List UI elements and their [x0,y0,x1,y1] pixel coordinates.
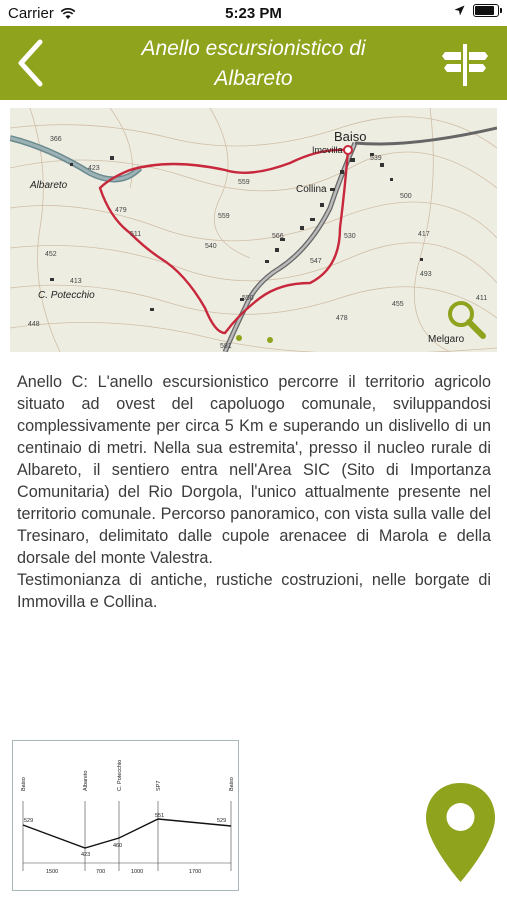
map-label-immovilla: Imovilla [312,145,343,155]
map-elevation: 423 [88,165,100,172]
elevation-profile[interactable] [12,740,239,891]
trail-map[interactable] [10,108,497,352]
map-elevation: 566 [272,233,284,240]
station-label: C. Potecchio [117,759,123,791]
map-elevation: 479 [115,207,127,214]
route-button[interactable] [441,40,489,88]
map-elevation: 448 [28,321,40,328]
map-label-baiso: Baiso [334,129,367,144]
chevron-left-icon [12,38,48,88]
description-paragraph: Anello C: L'anello escursionistico percorre il territorio agricolo situato ad ovest del capoluogo comunale, sviluppandosi complessivamente per circa 5 Km e superando un dislivello di un centinaio di metri. Nella sua estremita', presso il nucleo rurale di Albareto, il sentiero entra nell'Area SIC (Sito di Importanza Comunitaria) del Rio Dorgola, l'unico attualmente presente nel territorio comunale. Percorso panoramico, con vista sulla valle del Tresinaro, delimitato dalle cupole arenacee di Marola e della dorsale del monte Valestra. [17,373,491,567]
topographic-map [10,108,497,352]
map-elevation: 455 [392,301,404,308]
map-label-albareto: Albareto [30,180,68,191]
description-paragraph: Testimonianza di antiche, rustiche costruzioni, nelle borgate di Immovilla e Collina. [17,571,491,611]
map-elevation: 452 [45,251,57,258]
title-line-2: Albareto [214,67,293,90]
elevation-value: 423 [81,852,91,858]
map-elevation: 559 [218,213,230,220]
distance-value: 1000 [131,869,144,875]
elevation-profile-chart [13,741,238,890]
station-label: Albareto [83,770,89,791]
map-elevation: 411 [476,295,488,302]
map-label-potecchio: C. Potecchio [38,290,95,301]
signpost-icon [441,40,489,88]
magnifier-icon [445,298,487,340]
carrier-label: Carrier [8,5,54,22]
location-pin-icon [423,781,498,884]
station-label: Baiso [229,777,235,791]
map-elevation: 511 [130,231,142,238]
map-elevation: 417 [418,231,430,238]
page-title [70,34,437,94]
status-time: 5:23 PM [225,5,282,22]
station-label: SP7 [156,780,162,791]
elevation-value: 529 [217,818,227,824]
station-label: Baiso [21,777,27,791]
distance-value: 1500 [46,869,59,875]
navigation-bar [0,26,507,100]
elevation-value: 551 [155,813,165,819]
map-elevation: 550 [242,295,254,302]
title-line-1: Anello escursionistico di [141,37,366,60]
map-elevation: 530 [344,233,356,240]
location-arrow-icon [454,5,465,16]
elevation-value: 460 [113,843,123,849]
back-button[interactable] [12,38,48,88]
map-elevation: 493 [420,271,432,278]
trail-description [17,371,491,613]
elevation-value: 529 [24,818,34,824]
map-elevation: 559 [238,179,250,186]
map-elevation: 366 [50,136,62,143]
distance-value: 1700 [189,869,202,875]
map-elevation: 500 [400,193,412,200]
distance-value: 700 [96,869,106,875]
battery-icon [473,4,499,17]
zoom-map-button[interactable] [445,298,487,340]
map-label-collina: Collina [296,184,327,195]
map-elevation: 581 [220,343,232,350]
map-elevation: 539 [370,155,382,162]
map-elevation: 547 [310,258,322,265]
map-elevation: 540 [205,243,217,250]
map-elevation: 413 [70,278,82,285]
map-label-melgaro: Melgaro [428,334,465,345]
location-button[interactable] [423,781,498,884]
status-bar [0,0,507,26]
map-elevation: 478 [336,315,348,322]
